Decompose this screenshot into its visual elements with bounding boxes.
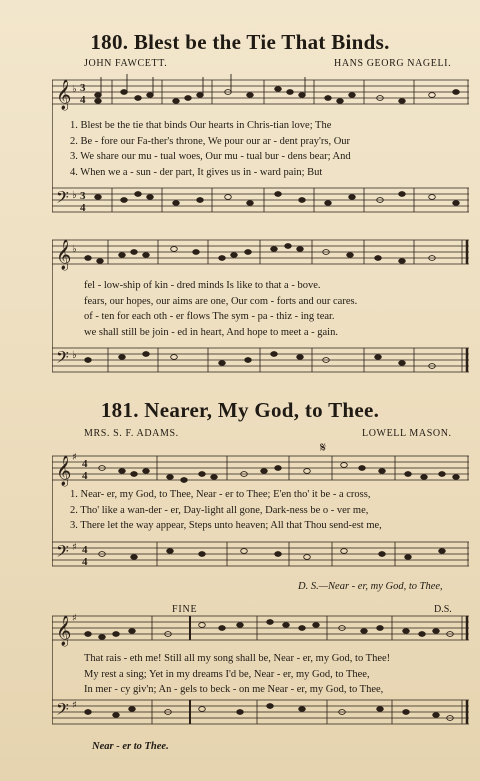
ds-instruction: D. S.—Near - er, my God, to Thee, [298,581,443,592]
svg-text:♭: ♭ [72,190,77,201]
svg-text:♯: ♯ [72,700,77,711]
svg-text:4: 4 [80,202,86,214]
verse-line: In mer - cy giv'n; An - gels to beck - on me Near - er, my God, to Thee, [84,684,384,695]
svg-text:𝄢: 𝄢 [56,541,69,565]
svg-text:3: 3 [80,190,86,202]
verse-line: fel - low-ship of kin - dred minds Is like to that a - bove. [84,280,321,291]
verse-line: we shall still be join - ed in heart, And hope to meet a - gain. [84,326,338,338]
ds-label: D.S. [434,604,452,615]
fine-label: FINE [172,604,198,615]
verse-line: 4. When we a - sun - der part, It gives us in - ward pain; But [70,166,323,178]
svg-text:♯: ♯ [72,613,77,624]
verse-line: of - ten for each oth - er flows The sym - pa - thiz - ing tear. [84,311,335,322]
svg-text:𝄞: 𝄞 [56,616,72,646]
hymn-181-author: MRS. S. F. ADAMS. [84,428,179,439]
svg-text:4: 4 [82,458,88,470]
svg-text:𝄢: 𝄢 [56,187,69,211]
verse-line: My rest a sing; Yet in my dreams I'd be, Near - er, my God, to Thee, [84,668,370,680]
svg-text:♯: ♯ [72,542,77,553]
svg-text:♭: ♭ [72,244,77,255]
ending-lyric: Near - er to Thee. [92,741,169,752]
svg-text:4: 4 [82,556,88,568]
svg-text:4: 4 [82,470,88,482]
svg-text:𝄢: 𝄢 [56,699,69,723]
verse-line: 1. Blest be the tie that binds Our hearts in Chris-tian love; The [70,120,332,131]
svg-text:♭: ♭ [72,350,77,361]
verse-line: 2. Tho' like a wan-der - er, Day-light all gone, Dark-ness be o - ver me, [70,504,369,516]
verse-line: 3. We share our mu - tual woes, Our mu - tual bur - dens bear; And [70,151,351,162]
svg-text:𝄞: 𝄞 [56,456,72,486]
verse-line: 3. There let the way appear, Steps unto heaven; All that Thou send-est me, [70,520,382,531]
svg-text:𝄞: 𝄞 [56,240,72,270]
hymn-181-title: 181. Nearer, My God, to Thee. [100,398,380,422]
verse-line: 1. Near- er, my God, to Thee, Near - er to Thee; E'en tho' it be - a cross, [70,489,371,500]
verse-line: 2. Be - fore our Fa-ther's throne, We pour our ar - dent pray'rs, Our [70,135,351,147]
svg-text:𝄢: 𝄢 [56,347,69,371]
segno-icon: 𝄋 [320,440,327,456]
svg-text:3: 3 [80,82,86,94]
svg-text:𝄞: 𝄞 [56,80,72,110]
svg-text:4: 4 [80,94,86,106]
verse-line: That rais - eth me! Still all my song shall be, Near - er, my God, to Thee! [84,653,391,664]
hymn-181-verses-a [70,487,464,534]
hymn-180-verses-b [84,278,478,340]
hymn-181-verses-b [84,651,478,698]
svg-text:♯: ♯ [72,452,77,463]
verse-line: fears, our hopes, our aims are one, Our com - forts and our cares. [84,295,358,307]
hymn-180-composer: HANS GEORG NAGELI. [334,58,452,69]
svg-text:♭: ♭ [72,84,77,95]
hymn-180-title: 180. Blest be the Tie That Binds. [90,30,390,54]
hymn-181-composer: LOWELL MASON. [362,428,452,439]
hymn-180-verses-a [70,118,464,180]
hymn-180-author: JOHN FAWCETT. [84,58,168,69]
svg-text:4: 4 [82,544,88,556]
